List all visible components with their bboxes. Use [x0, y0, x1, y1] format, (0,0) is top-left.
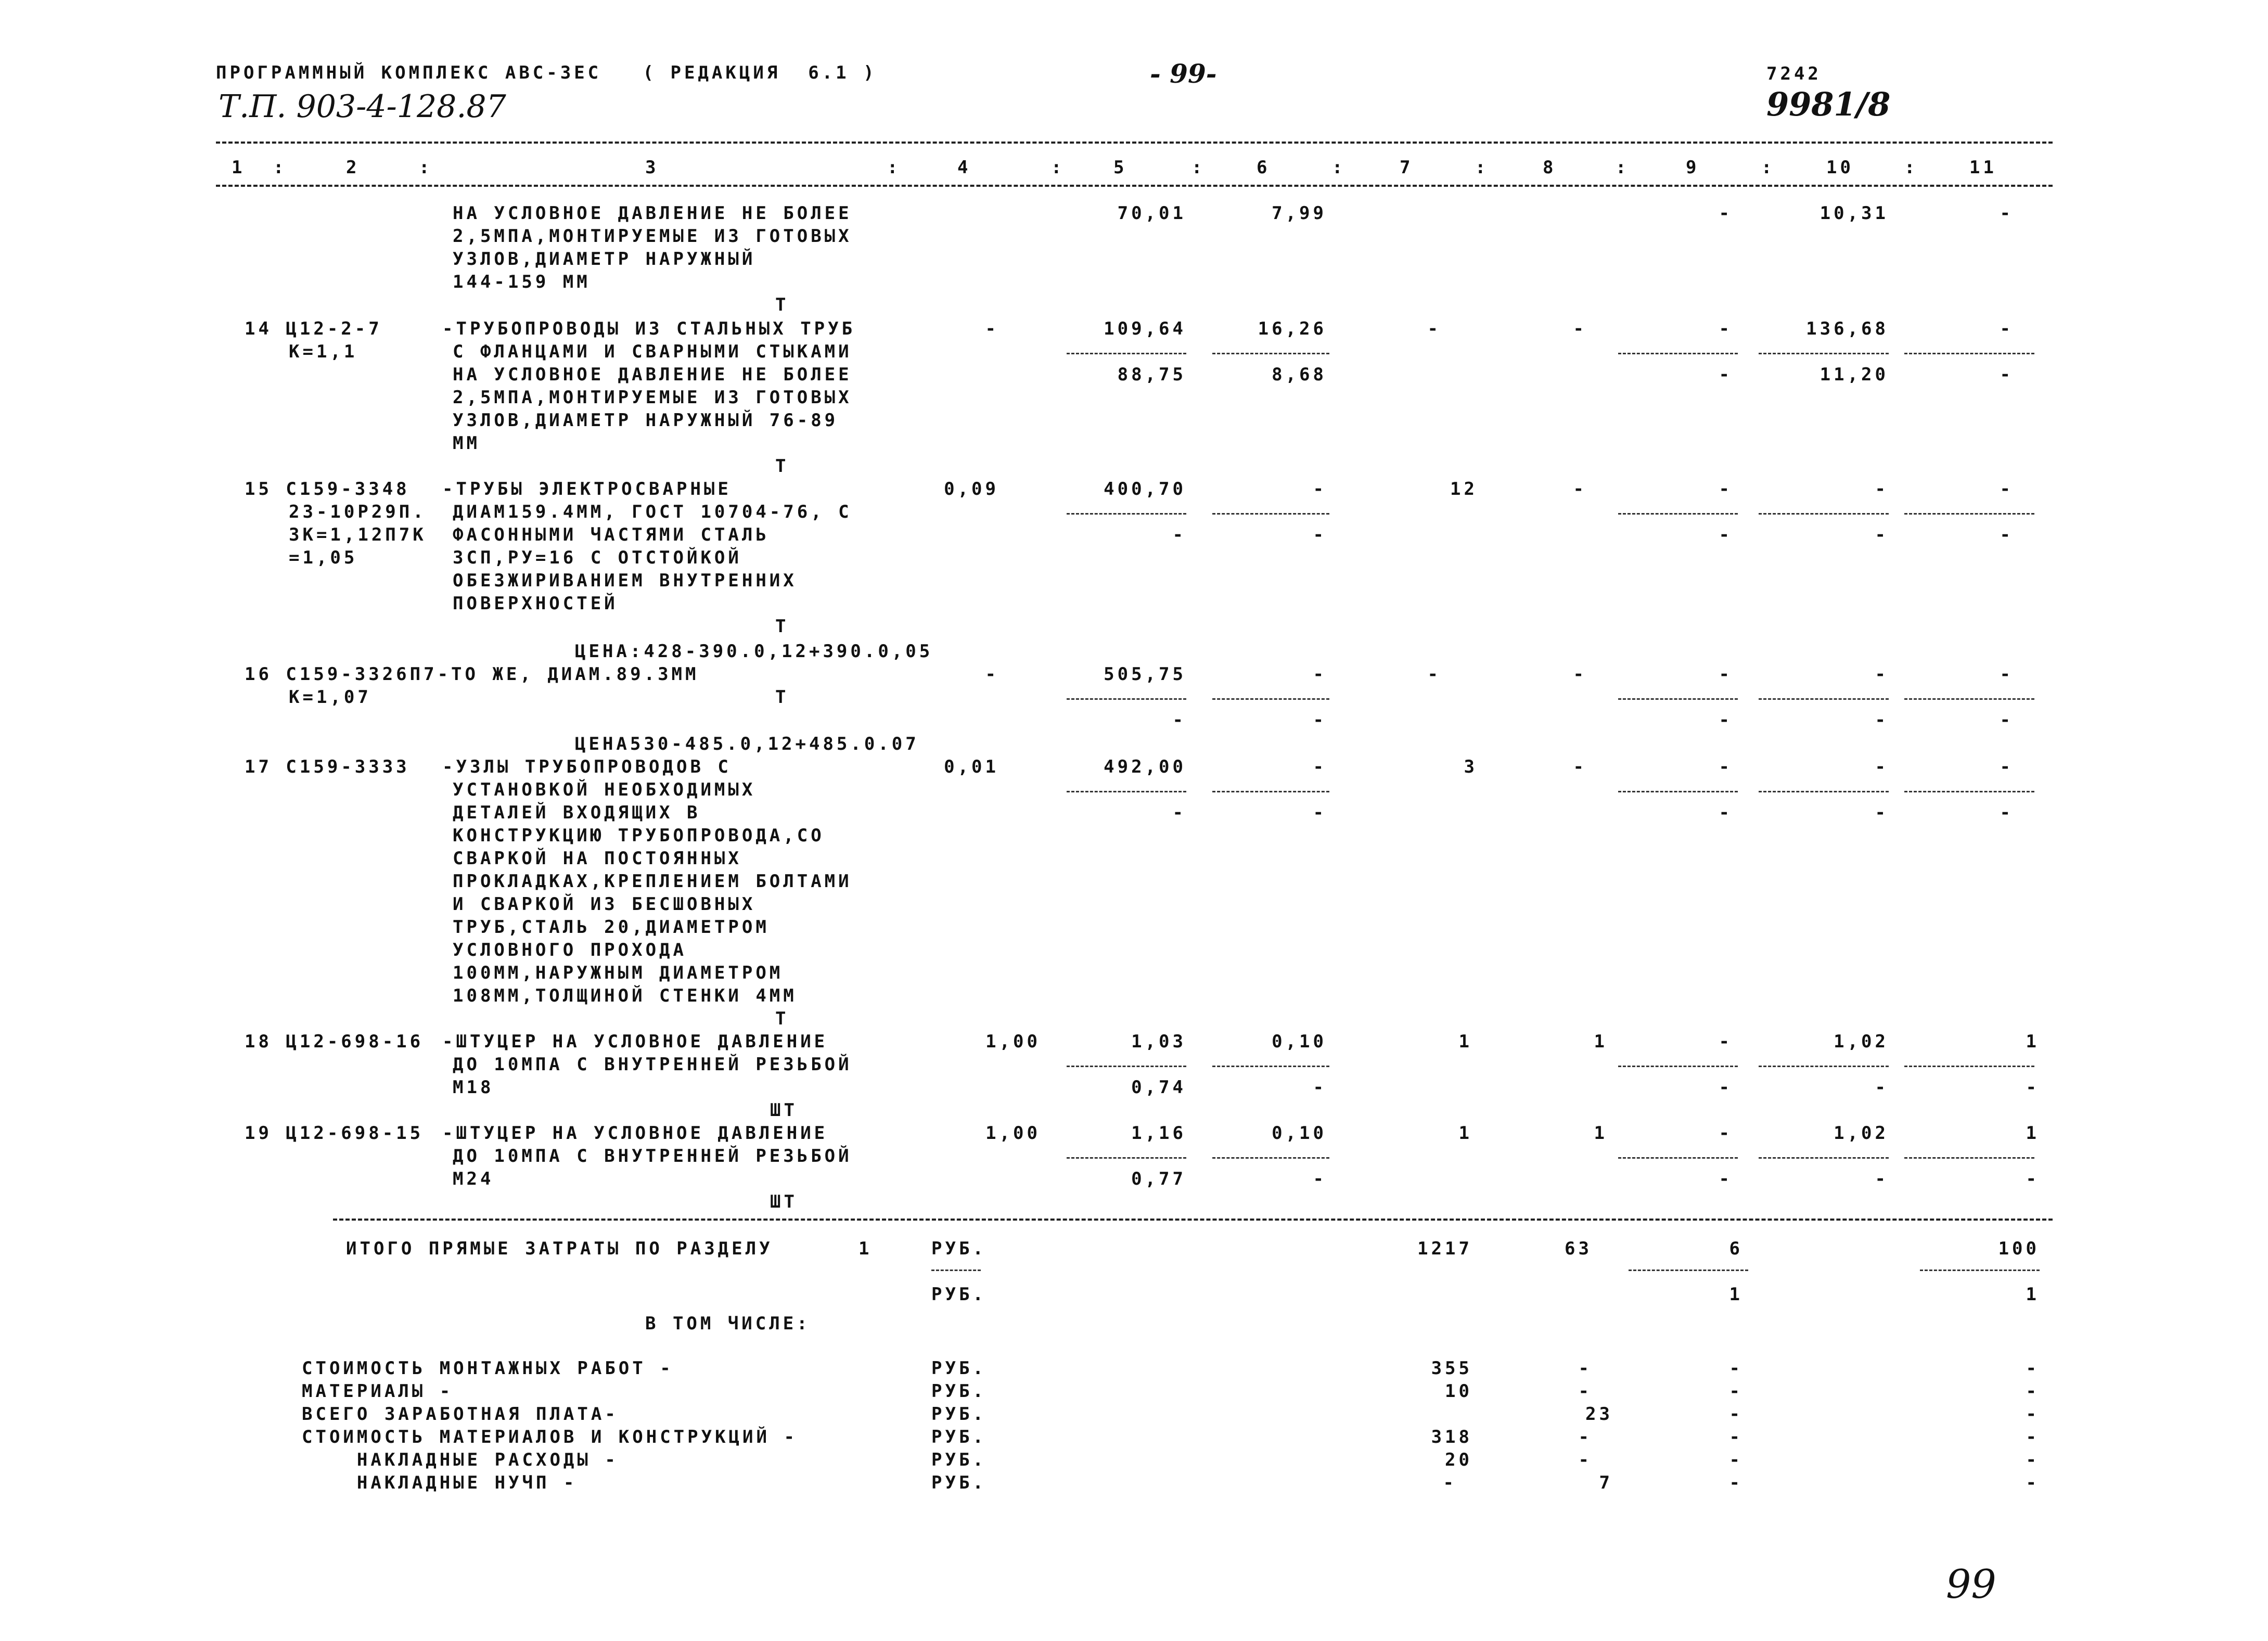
- cell-c10: 136,68: [1806, 318, 1889, 339]
- cell-c9b: -: [1719, 364, 1733, 385]
- cell-c11: 1: [2026, 1123, 2040, 1144]
- row-desc-line: СВАРКОЙ НА ПОСТОЯННЫХ: [453, 848, 742, 869]
- breakdown-v7: 318: [1431, 1427, 1472, 1447]
- row-k: К=1,07: [289, 687, 371, 708]
- row-desc-line: НА УСЛОВНОЕ ДАВЛЕНИЕ НЕ БОЛЕЕ: [453, 364, 852, 385]
- cell-c4: 1,00: [985, 1031, 1041, 1052]
- cell-c9: -: [1719, 757, 1733, 777]
- cell-c7: -: [1427, 664, 1441, 685]
- breakdown-v7: 20: [1445, 1450, 1472, 1470]
- row-desc-line: -ТРУБОПРОВОДЫ ИЗ СТАЛЬНЫХ ТРУБ: [442, 318, 856, 339]
- cell-c11b: -: [2000, 802, 2014, 823]
- cell-c9b: -: [1719, 524, 1733, 545]
- row-desc-line: -УЗЛЫ ТРУБОПРОВОДОВ С: [442, 757, 732, 777]
- cell-c10: -: [1875, 479, 1889, 499]
- row-desc-line: ОБЕЗЖИРИВАНИЕМ ВНУТРЕННИХ: [453, 570, 797, 591]
- cell-c6: 16,26: [1258, 318, 1327, 339]
- row-desc-line: ТРУБ,СТАЛЬ 20,ДИАМЕТРОМ: [453, 917, 770, 938]
- breakdown-v8: 7: [1599, 1472, 1613, 1493]
- code-top: 7242: [1766, 63, 1822, 84]
- cell-c5: 492,00: [1104, 757, 1186, 777]
- cell-c6: -: [1313, 664, 1327, 685]
- breakdown-unit: РУБ.: [931, 1450, 986, 1470]
- row-desc-line: -ШТУЦЕР НА УСЛОВНОЕ ДАВЛЕНИЕ: [442, 1123, 828, 1144]
- row-code: 18 Ц12-698-16: [245, 1031, 424, 1052]
- cell-c10b: -: [1875, 524, 1889, 545]
- row-k: К=1,1: [289, 341, 358, 362]
- cell-c7: 1: [1458, 1031, 1472, 1052]
- doc-code: Т.П. 903-4-128.87: [219, 88, 506, 125]
- cell-c11b: -: [2026, 1169, 2040, 1189]
- totals-section-number: 1: [858, 1238, 873, 1259]
- breakdown-v9: -: [1729, 1427, 1743, 1447]
- cell-c5b: -: [1172, 710, 1186, 730]
- cell-c11: -: [2000, 479, 2014, 499]
- cell-c11: -: [2000, 664, 2014, 685]
- totals-rule: [333, 1219, 2053, 1221]
- row-price: ЦЕНА:428-390.0,12+390.0,05: [575, 641, 933, 662]
- row-code: 17 С159-3333: [245, 757, 410, 777]
- breakdown-v11: -: [2026, 1472, 2040, 1493]
- row-desc-line: И СВАРКОЙ ИЗ БЕСШОВНЫХ: [453, 894, 756, 915]
- cell-c8: -: [1573, 664, 1587, 685]
- row-code: 14 Ц12-2-7: [245, 318, 382, 339]
- breakdown-v7: 355: [1431, 1358, 1472, 1379]
- col-7: 7: [1400, 157, 1414, 178]
- totals-v11: 100: [1998, 1238, 2040, 1259]
- cell-c11b: -: [2026, 1077, 2040, 1098]
- totals-v9: 6: [1729, 1238, 1743, 1259]
- code-hand: 9981/8: [1766, 85, 1891, 123]
- cell-c11: -: [2000, 757, 2014, 777]
- cell-c10b: -: [1875, 1077, 1889, 1098]
- cell-c5b: 88,75: [1117, 364, 1186, 385]
- totals-label: ИТОГО ПРЯМЫЕ ЗАТРАТЫ ПО РАЗДЕЛУ: [346, 1238, 773, 1259]
- cell-c6b: -: [1313, 710, 1327, 730]
- col-8: 8: [1543, 157, 1557, 178]
- col-2: 2: [346, 157, 360, 178]
- cell-c7: 12: [1450, 479, 1478, 499]
- cell-c4: -: [985, 318, 999, 339]
- cell-c8: -: [1573, 757, 1587, 777]
- row-desc-line: УЗЛОВ,ДИАМЕТР НАРУЖНЫЙ: [453, 249, 756, 270]
- row-unit: Т: [775, 616, 789, 637]
- cell-c6: 0,10: [1272, 1123, 1327, 1144]
- cell-c10b: -: [1875, 1169, 1889, 1189]
- col-9: 9: [1686, 157, 1700, 178]
- row-code: =1,05: [289, 547, 358, 568]
- row-desc-line: НА УСЛОВНОЕ ДАВЛЕНИЕ НЕ БОЛЕЕ: [453, 203, 852, 224]
- row-desc-line: УЗЛОВ,ДИАМЕТР НАРУЖНЫЙ 76-89: [453, 410, 839, 431]
- cell-c6b: 8,68: [1272, 364, 1327, 385]
- breakdown-v9: -: [1729, 1450, 1743, 1470]
- cell-c7: 3: [1464, 757, 1478, 777]
- cell-c8: 1: [1594, 1031, 1608, 1052]
- cell-c10: 1,02: [1834, 1123, 1889, 1144]
- row-unit: Т: [775, 1008, 789, 1029]
- breakdown-v8: 23: [1585, 1404, 1613, 1425]
- breakdown-label: СТОИМОСТЬ МОНТАЖНЫХ РАБОТ -: [302, 1358, 674, 1379]
- page-marker: - 99-: [1150, 58, 1217, 89]
- breakdown-label: ВСЕГО ЗАРАБОТНАЯ ПЛАТА-: [302, 1404, 619, 1425]
- cell-c10: -: [1875, 757, 1889, 777]
- breakdown-unit: РУБ.: [931, 1358, 986, 1379]
- header-rule-bottom: [216, 185, 2053, 187]
- cell-c10b: 11,20: [1819, 364, 1889, 385]
- cell-c9: -: [1719, 1031, 1733, 1052]
- program-header: ПРОГРАММНЫЙ КОМПЛЕКС АВС-ЗЕС ( РЕДАКЦИЯ 6.1 ): [216, 62, 877, 83]
- breakdown-v8: -: [1578, 1427, 1592, 1447]
- row-desc-line: -ШТУЦЕР НА УСЛОВНОЕ ДАВЛЕНИЕ: [442, 1031, 828, 1052]
- row-unit: ШТ: [770, 1191, 798, 1212]
- breakdown-label: МАТЕРИАЛЫ -: [302, 1381, 454, 1402]
- row-code: 16 С159-3326П7-ТО ЖЕ, ДИАМ.89.3ММ: [245, 664, 699, 685]
- cell-c4: 1,00: [985, 1123, 1041, 1144]
- col-1: 1: [232, 157, 246, 178]
- cell-c4: -: [985, 664, 999, 685]
- row-code: 15 С159-3348: [245, 479, 410, 499]
- cell-c6b: -: [1313, 802, 1327, 823]
- col-4: 4: [957, 157, 971, 178]
- cell-c10: 1,02: [1834, 1031, 1889, 1052]
- row-price: ЦЕНА530-485.0,12+485.0.07: [575, 734, 919, 754]
- cell-c11b: -: [2000, 524, 2014, 545]
- breakdown-label: СТОИМОСТЬ МАТЕРИАЛОВ И КОНСТРУКЦИЙ -: [302, 1427, 798, 1447]
- breakdown-v8: -: [1578, 1381, 1592, 1402]
- breakdown-v9: -: [1729, 1404, 1743, 1425]
- cell-c11b: -: [2000, 710, 2014, 730]
- header-rule-top: [216, 142, 2053, 144]
- breakdown-v7: 10: [1445, 1381, 1472, 1402]
- totals-unit-2: РУБ.: [931, 1284, 986, 1305]
- cell-c5: 109,64: [1104, 318, 1186, 339]
- cell-c11: -: [2000, 203, 2014, 224]
- cell-c10b: -: [1875, 710, 1889, 730]
- cell-c7: -: [1427, 318, 1441, 339]
- cell-c6b: -: [1313, 524, 1327, 545]
- row-desc-line: ДИАМ159.4ММ, ГОСТ 10704-76, С: [453, 502, 852, 522]
- col-6: 6: [1257, 157, 1271, 178]
- cell-c7: 1: [1458, 1123, 1472, 1144]
- cell-c8: 1: [1594, 1123, 1608, 1144]
- cell-c5: 505,75: [1104, 664, 1186, 685]
- cell-c6: 0,10: [1272, 1031, 1327, 1052]
- breakdown-v7: -: [1443, 1472, 1457, 1493]
- cell-c6: -: [1313, 479, 1327, 499]
- breakdown-unit: РУБ.: [931, 1381, 986, 1402]
- col-5: 5: [1113, 157, 1127, 178]
- totals-v11b: 1: [2026, 1284, 2040, 1305]
- row-unit: Т: [775, 687, 789, 708]
- cell-c5: 1,03: [1131, 1031, 1186, 1052]
- row-desc-line: ПРОКЛАДКАХ,КРЕПЛЕНИЕМ БОЛТАМИ: [453, 871, 852, 892]
- totals-v9b: 1: [1729, 1284, 1743, 1305]
- cell-c5: 400,70: [1104, 479, 1186, 499]
- breakdown-v11: -: [2026, 1381, 2040, 1402]
- totals-v7: 1217: [1417, 1238, 1472, 1259]
- breakdown-v9: -: [1729, 1358, 1743, 1379]
- cell-c6b: -: [1313, 1169, 1327, 1189]
- row-code: 19 Ц12-698-15: [245, 1123, 424, 1144]
- row-desc-line: 144-159 ММ: [453, 272, 591, 292]
- cell-c9: -: [1719, 479, 1733, 499]
- breakdown-v9: -: [1729, 1472, 1743, 1493]
- cell-c11b: -: [2000, 364, 2014, 385]
- cell-c5: 1,16: [1131, 1123, 1186, 1144]
- page-number: 99: [1946, 1561, 1996, 1607]
- row-desc-line: С ФЛАНЦАМИ И СВАРНЫМИ СТЫКАМИ: [453, 341, 852, 362]
- row-desc-line: КОНСТРУКЦИЮ ТРУБОПРОВОДА,СО: [453, 825, 825, 846]
- cell-c8: -: [1573, 318, 1587, 339]
- cell-c4: 0,01: [944, 757, 999, 777]
- breakdown-unit: РУБ.: [931, 1472, 986, 1493]
- cell-c9b: -: [1719, 1169, 1733, 1189]
- row-desc-line: М18: [453, 1077, 494, 1098]
- cell-c8: -: [1573, 479, 1587, 499]
- row-desc-line: ДО 10МПА С ВНУТРЕННЕЙ РЕЗЬБОЙ: [453, 1054, 852, 1075]
- breakdown-unit: РУБ.: [931, 1427, 986, 1447]
- row-code: 23-10Р29П.: [289, 502, 427, 522]
- totals-incl: В ТОМ ЧИСЛЕ:: [645, 1313, 811, 1334]
- breakdown-v11: -: [2026, 1404, 2040, 1425]
- row-desc-line: 2,5МПА,МОНТИРУЕМЫЕ ИЗ ГОТОВЫХ: [453, 387, 852, 408]
- row-desc-line: ДО 10МПА С ВНУТРЕННЕЙ РЕЗЬБОЙ: [453, 1146, 852, 1166]
- cell-c6b: -: [1313, 1077, 1327, 1098]
- cell-c6: -: [1313, 757, 1327, 777]
- row-desc-line: 2,5МПА,МОНТИРУЕМЫЕ ИЗ ГОТОВЫХ: [453, 226, 852, 247]
- cell-c5b: 0,77: [1131, 1169, 1186, 1189]
- col-10: 10: [1826, 157, 1854, 178]
- breakdown-v8: -: [1578, 1450, 1592, 1470]
- row-desc-line: -ТРУБЫ ЭЛЕКТРОСВАРНЫЕ: [442, 479, 732, 499]
- row-desc-line: ММ: [453, 433, 480, 454]
- cell-c9b: -: [1719, 710, 1733, 730]
- breakdown-v8: -: [1578, 1358, 1592, 1379]
- row-code: 3К=1,12П7К: [289, 524, 427, 545]
- breakdown-v11: -: [2026, 1450, 2040, 1470]
- cell-c9b: -: [1719, 802, 1733, 823]
- cell-c10: 10,31: [1819, 203, 1889, 224]
- cell-c10: -: [1875, 664, 1889, 685]
- breakdown-label: НАКЛАДНЫЕ РАСХОДЫ -: [302, 1450, 619, 1470]
- totals-v8: 63: [1565, 1238, 1592, 1259]
- cell-c9: -: [1719, 203, 1733, 224]
- cell-c4: 0,09: [944, 479, 999, 499]
- row-desc-line: М24: [453, 1169, 494, 1189]
- cell-c9b: -: [1719, 1077, 1733, 1098]
- cell-c9: -: [1719, 1123, 1733, 1144]
- row-desc-line: 100ММ,НАРУЖНЫМ ДИАМЕТРОМ: [453, 963, 784, 983]
- row-desc-line: 108ММ,ТОЛЩИНОЙ СТЕНКИ 4ММ: [453, 985, 797, 1006]
- cell-c5: 70,01: [1117, 203, 1186, 224]
- row-desc-line: ДЕТАЛЕЙ ВХОДЯЩИХ В: [453, 802, 701, 823]
- row-unit: Т: [775, 294, 789, 315]
- row-unit: Т: [775, 456, 789, 477]
- row-desc-line: 3СП,РУ=16 С ОТСТОЙКОЙ: [453, 547, 742, 568]
- col-11: 11: [1969, 157, 1997, 178]
- cell-c5b: -: [1172, 802, 1186, 823]
- row-desc-line: ПОВЕРХНОСТЕЙ: [453, 593, 618, 614]
- cell-c5b: 0,74: [1131, 1077, 1186, 1098]
- totals-unit: РУБ.: [931, 1238, 986, 1259]
- cell-c9: -: [1719, 664, 1733, 685]
- row-desc-line: ФАСОННЫМИ ЧАСТЯМИ СТАЛЬ: [453, 524, 770, 545]
- row-unit: ШТ: [770, 1100, 798, 1121]
- breakdown-unit: РУБ.: [931, 1404, 986, 1425]
- cell-c6: 7,99: [1272, 203, 1327, 224]
- breakdown-v9: -: [1729, 1381, 1743, 1402]
- breakdown-v11: -: [2026, 1358, 2040, 1379]
- breakdown-label: НАКЛАДНЫЕ НУЧП -: [302, 1472, 578, 1493]
- cell-c9: -: [1719, 318, 1733, 339]
- cell-c11: -: [2000, 318, 2014, 339]
- cell-c5b: -: [1172, 524, 1186, 545]
- breakdown-v11: -: [2026, 1427, 2040, 1447]
- row-desc-line: УСТАНОВКОЙ НЕОБХОДИМЫХ: [453, 779, 756, 800]
- row-desc-line: УСЛОВНОГО ПРОХОДА: [453, 940, 687, 960]
- cell-c10b: -: [1875, 802, 1889, 823]
- cell-c11: 1: [2026, 1031, 2040, 1052]
- col-3: 3: [645, 157, 659, 178]
